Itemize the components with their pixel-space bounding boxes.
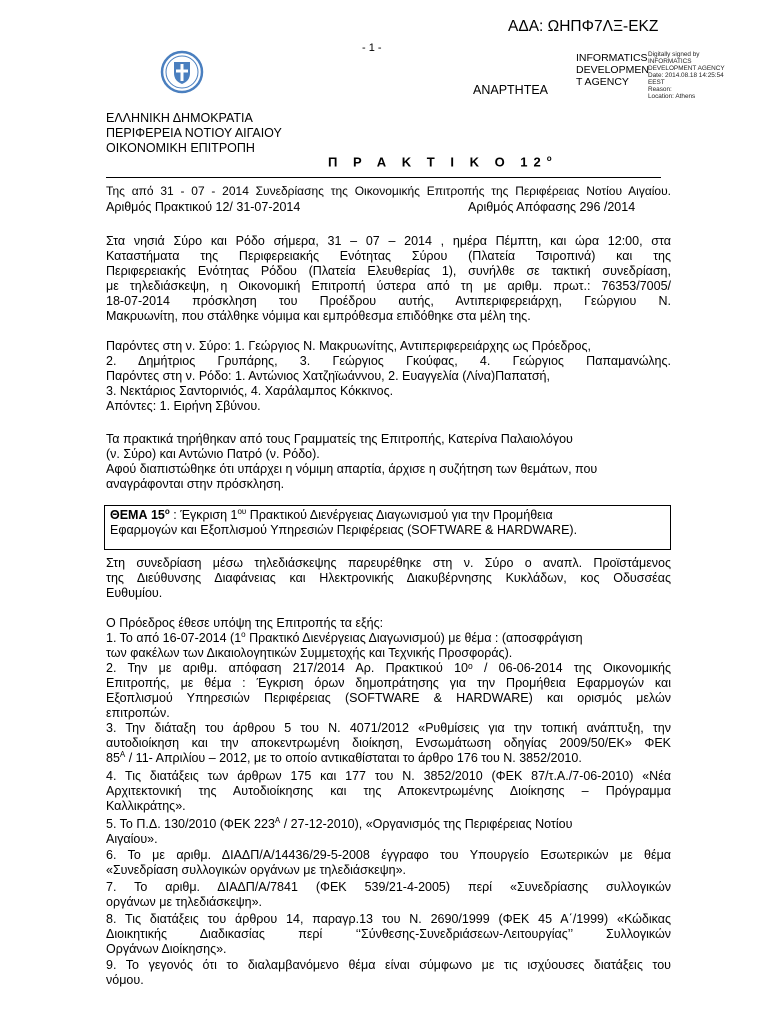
item-3-fek: 85 <box>106 751 120 765</box>
signature-line: Location: Athens <box>648 93 696 100</box>
signature-line: Reason: <box>648 86 672 93</box>
document-title-sup: ο <box>546 154 552 163</box>
item-5-sup: Α <box>274 815 281 825</box>
signer-org-line: T AGENCY <box>576 76 629 88</box>
attendee-note-line: Ευθυμίου. <box>106 586 163 600</box>
item-3-line <box>106 751 671 766</box>
org-line: ΠΕΡΙΦΕΡΕΙΑ ΝΟΤΙΟΥ ΑΙΓΑΙΟΥ <box>106 126 282 140</box>
digital-signature-details <box>648 51 764 100</box>
item-9-line: 9. Το γεγονός ότι το διαλαμβανόμενο θέμα είναι σύμφωνο με τις ισχύουσες διατάξεις του <box>106 958 671 972</box>
attendance-line: Παρόντες στη ν. Σύρο: 1. Γεώργιος Ν. Μακρυωνίτης, Αντιπεριφερειάρχης ως Πρόεδρος, <box>106 339 591 353</box>
item-9-line: νόμου. <box>106 973 144 987</box>
intro-line: Στα νησιά Σύρο και Ρόδο σήμερα, 31 – 07 – 2014 , ημέρα Πέμπτη, και ώρα 12:00, στα <box>106 234 671 248</box>
intro-line: Μακρυωνίτη, που στάλθηκε νόμιμα και εμπρόθεσμα επιδόθηκε στα μέλη της. <box>106 309 531 323</box>
item-5-rest: / 27-12-2010), «Οργανισμός της Περιφέρειας Νοτίου <box>280 817 573 831</box>
theme-text-rest: Πρακτικού Διενέργειας Διαγωνισμού για την Προμήθεια <box>246 508 553 522</box>
item-5 <box>106 817 671 832</box>
theme-line <box>110 508 665 523</box>
ada-code: ΑΔΑ: ΩΗΠΦ7ΛΞ-ΕΚΖ <box>508 18 659 35</box>
attendance-line: 3. Νεκτάριος Σαντορινιός, 4. Χαράλαμπος Κόκκινος. <box>106 384 394 398</box>
title-divider <box>106 177 661 178</box>
item-4-line: 4. Τις διατάξεις των άρθρων 175 και 177 του Ν. 3852/2010 (ΦΕΚ 87/τ.Α./7-06-2010) «Νέα <box>106 769 671 783</box>
item-1-text: 1. Το από 16-07-2014 (1 <box>106 631 242 645</box>
item-5-text: 5. Το Π.Δ. 130/2010 (ΦΕΚ 223 <box>106 817 275 831</box>
item-2-line: επιτροπών. <box>106 706 170 720</box>
intro-line: με τηλεδιάσκεψη, η Οικονομική Επιτροπή ύστερα από τη με αριθμ. πρωτ.: 76353/7005/ <box>106 279 671 293</box>
secretaries-line: αναγράφονται στην πρόσκληση. <box>106 477 285 491</box>
signature-line: Digitally signed by <box>648 51 700 58</box>
attendance-line: 2. Δημήτριος Γρυπάρης, 3. Γεώργιος Γκούφας, 4. Γεώργιος Παπαμανώλης. <box>106 354 671 368</box>
item-3-line: αυτοδιοίκηση και την αποκεντρωμένη διοίκηση, Ενσωμάτωση οδηγίας 2009/50/ΕΚ» ΦΕΚ <box>106 736 671 750</box>
item-3-sup: Α <box>119 749 126 759</box>
item-2-line: Επιτροπής, με θέμα : Έγκριση όρων δημοπράτησης για την Προμήθεια Εφαρμογών και <box>106 676 671 690</box>
item-1-line: των φακέλων των Δικαιολογητικών Συμμετοχής και Τεχνικής Προσφοράς). <box>106 646 513 660</box>
item-7-line: οργάνων με τηλεδιάσκεψη». <box>106 895 263 909</box>
item-1-sup: ο <box>241 629 246 639</box>
item-1-rest: Πρακτικό Διενέργειας Διαγωνισμού) με θέμα : (αποσφράγιση <box>245 631 583 645</box>
attendance-line: Απόντες: 1. Ειρήνη Σβύνου. <box>106 399 261 413</box>
intro-line: 18-07-2014 πρόσκληση του Προέδρου αυτής, Αντιπεριφερειάρχη, Γεώργιου Ν. <box>106 294 671 308</box>
item-6-line: «Συνεδρίαση συλλογικών οργάνων με τηλεδιάσκεψη». <box>106 863 406 877</box>
item-8-line: 8. Τις διατάξεις του άρθρου 14, παραγρ.13 του Ν. 2690/1999 (ΦΕΚ 45 Α΄/1999) «Κώδικας <box>106 912 671 926</box>
signer-org-line: INFORMATICS <box>576 52 648 64</box>
signature-line: DEVELOPMENT AGENCY <box>648 65 725 72</box>
attendee-note-line: Στη συνεδρίαση μέσω τηλεδιάσκεψης παρευρέθηκε στη ν. Σύρο ο αναπλ. Προϊστάμενος <box>106 556 671 570</box>
secretaries-line: Αφού διαπιστώθηκε ότι υπάρχει η νόμιμη απαρτία, άρχισε η συζήτηση των θεμάτων, που <box>106 462 598 476</box>
secretaries-line: Τα πρακτικά τηρήθηκαν από τους Γραμματείς της Επιτροπής, Κατερίνα Παλαιολόγου <box>106 432 573 446</box>
org-line: ΕΛΛΗΝΙΚΗ ΔΗΜΟΚΡΑΤΙΑ <box>106 111 253 125</box>
signature-line: EEST <box>648 79 665 86</box>
item-5-line: Αιγαίου». <box>106 832 158 846</box>
org-line: ΟΙΚΟΝΟΜΙΚΗ ΕΠΙΤΡΟΠΗ <box>106 141 255 155</box>
theme-text-sup: ου <box>237 506 247 516</box>
item-4-line: Καλλικράτης». <box>106 799 186 813</box>
session-line: Της από 31 - 07 - 2014 Συνεδρίασης της Οικονομικής Επιτροπής της Περιφέρειας Νοτίου Αιγαίου. <box>106 184 671 198</box>
publication-status: ΑΝΑΡΤΗΤΕΑ <box>473 83 549 97</box>
attendance-line: Παρόντες στη ν. Ρόδο: 1. Αντώνιος Χατζηϊωάννου, 2. Ευαγγελία (Λίνα)Παπατσή, <box>106 369 550 383</box>
item-3-line: 3. Την διάταξη του άρθρου 5 του Ν. 4071/2012 «Ρυθμίσεις για την τοπική ανάπτυξη, την <box>106 721 671 735</box>
item-2-line: 2. Την με αριθμ. απόφαση 217/2014 Αρ. Πρακτικού 10ᵒ / 06-06-2014 της Οικονομικής <box>106 661 671 675</box>
attendee-note-line: της Διεύθυνσης Διαφάνειας και Ηλεκτρονικής Διακυβέρνησης Κυκλάδων, κος Οδυσσέας <box>106 571 671 585</box>
intro-line: Καταστήματα της Περιφερειακής Ενότητας Σύρου (Πλατεία Τσιροπινά) και της <box>106 249 671 263</box>
item-8-line: Οργάνων Διοίκησης». <box>106 942 227 956</box>
theme-label-sup: ο <box>164 506 170 516</box>
item-6-line: 6. Το με αριθμ. ΔΙΑΔΠ/Α/14436/29-5-2008 έγγραφο του Υπουργείο Εσωτερικών με θέμα <box>106 848 671 862</box>
page-number: - 1 - <box>362 42 382 54</box>
theme-label-text: ΘΕΜΑ 15 <box>110 508 165 522</box>
item-8-line: Διοικητικής Διαδικασίας περί ‘‘Σύνθεσης-Συνεδριάσεων-Λειτουργίας’’ Συλλογικών <box>106 927 671 941</box>
item-1 <box>106 631 671 646</box>
document-title-text: Π Ρ Α Κ Τ Ι Κ Ο 12 <box>328 154 547 170</box>
intro-line: Περιφερειακής Ενότητας Ρόδου (Πλατεία Ελευθερίας 1), συνήλθε σε τακτική συνεδρίαση, <box>106 264 671 278</box>
theme-text: : Έγκριση 1 <box>169 508 238 522</box>
signature-line: INFORMATICS <box>648 58 692 65</box>
minutes-number: Αριθμός Πρακτικού 12/ 31-07-2014 <box>106 200 301 214</box>
secretaries-line: (ν. Σύρο) και Αντώνιο Πατρό (ν. Ρόδο). <box>106 447 320 461</box>
greek-coat-of-arms-icon <box>160 50 204 94</box>
signer-organization <box>576 52 649 88</box>
theme-label <box>110 508 170 522</box>
item-4-line: Αρχιτεκτονική της Αυτοδιοίκησης και της Αποκεντρωμένης Διοίκησης – Πρόγραμμα <box>106 784 671 798</box>
item-3-rest: / 11- Απριλίου – 2012, με το οποίο αντικαθίσταται το άρθρο 176 του Ν. 3852/2010. <box>125 751 582 765</box>
organization-block <box>106 111 282 156</box>
decision-number: Αριθμός Απόφασης 296 /2014 <box>468 200 636 214</box>
signature-line: Date: 2014.08.18 14:25:54 <box>648 72 724 79</box>
item-7-line: 7. Το αριθμ. ΔΙΑΔΠ/Α/7841 (ΦΕΚ 539/21-4-2005) περί «Συνεδρίασης συλλογικών <box>106 880 671 894</box>
item-2-line: Εξοπλισμού Υπηρεσιών Περιφέρειας (SOFTWARE & HARDWARE) και ορισμός μελών <box>106 691 671 705</box>
theme-line: Εφαρμογών και Εξοπλισμού Υπηρεσιών Περιφέρειας (SOFTWARE & HARDWARE). <box>110 523 578 537</box>
document-title <box>328 154 552 169</box>
presentation-heading: Ο Πρόεδρος έθεσε υπόψη της Επιτροπής τα εξής: <box>106 616 384 630</box>
signer-org-line: DEVELOPMEN <box>576 64 649 76</box>
